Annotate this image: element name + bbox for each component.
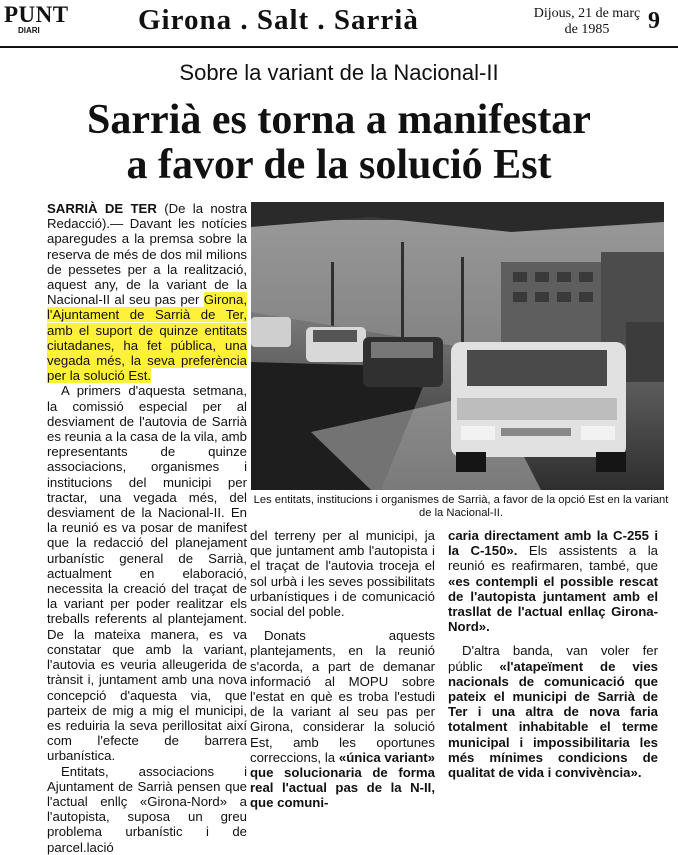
logo-main: PUNT [4, 2, 69, 27]
masthead-rule [0, 46, 678, 48]
headline-line-1: Sarrià es torna a manifestar [87, 97, 591, 143]
article-column-1 [47, 201, 247, 855]
dateline: SARRIÀ DE TER [47, 201, 157, 216]
paragraph [250, 628, 435, 810]
paragraph-text: Donats aquests plantejaments, en la reunió s'acorda, a part de demanar informació al MOPU sobre l'estat en què es troba l'estudi de la variant al seu pas per Girona, considerar la solució Est, amb les oportunes correccions, la [250, 628, 435, 765]
date-line-2: de 1985 [564, 22, 610, 37]
paragraph: del terreny per al municipi, ja que juntament amb l'autopista i el traçat de l'autovia troceja el sol urbà i les seves possibilitats urbanístiques i de comunicació social del poble. [250, 528, 435, 620]
paragraph-text: D'altra banda, van voler fer públic [448, 643, 658, 674]
issue-date [531, 6, 643, 38]
bold-quote: «es contempli el possible rescat de l'autopista juntament amb el trasllat de l'actual enllaç Girona-Nord». [448, 573, 658, 635]
article-column-2 [250, 528, 435, 811]
bold-quote: «única variant» que solucionaria de forma real l'actual pas de la N-II, que comuni- [250, 749, 435, 811]
photo-caption: Les entitats, institucions i organismes de Sarrià, a favor de la opció Est en la variant de la Nacional-II. [253, 494, 669, 519]
paragraph [448, 643, 658, 780]
paragraph [448, 528, 658, 634]
news-photo [251, 202, 664, 490]
newspaper-logo [4, 4, 72, 35]
kicker: Sobre la variant de la Nacional-II [179, 60, 499, 85]
article-column-3 [448, 528, 658, 780]
headline-line-2: a favor de la solució Est [126, 142, 552, 188]
paragraph: A primers d'aquesta setmana, la comissió especial per al desviament de l'autovia de Sarrià es reunia a la casa de la vila, amb representants de quinze associacions, organismes i institucions del municipi per tractar, una vegada més, del desviament de la Nacional-II. En la reunió es va posar de manifest que la redacció del planejament urbanístic general de Sarrià, actualment en elaboració, necessita la creació del traçat de la variant per poder realitzar els treballs referents al plantejament. De la mateixa manera, es va constatar que amb la variant, l'autovia es veuria alleugerida de trànsit i, juntament amb una nova concepció d'aquesta via, que parteix de mig a mig el municipi, es reduiria la seva perillositat així com l'efecte de barrera urbanística. [47, 383, 247, 764]
lead-paragraph [47, 201, 247, 383]
headline [0, 98, 678, 188]
masthead [0, 0, 678, 42]
bold-quote: «l'atapeïment de vies nacionals de comunicació que pateix el municipi de Sarrià de Ter i una altra de nova faria totalment inhabitable el terme municipal i impossibilitaria les més mínimes condicions de qualitat de vida i convivència». [448, 658, 659, 781]
section-title: Girona . Salt . Sarrià [138, 4, 419, 36]
page-number: 9 [648, 8, 660, 34]
paragraph: Entitats, associacions i Ajuntament de Sarrià pensen que l'actual enllç «Girona-Nord» a l'autopista, suposa un greu problema urbanístic i de parcel.lació [47, 763, 247, 855]
paragraph-text: Els assistents a la reunió es reafirmaren, també, que [448, 543, 658, 574]
logo-sub: DIARI [18, 26, 40, 35]
lead-text: (De la nostra Redacció).— Davant les notícies aparegudes a la premsa sobre la reserva de més de dos mil milions de pessetes per a la realització, aquest any, de la variant de la Nacional-II al seu pas per [47, 201, 247, 308]
photo-road-traffic [251, 202, 664, 490]
bold-quote: caria directament amb la C-255 i la C-150». [448, 528, 658, 559]
date-line-1: Dijous, 21 de març [533, 6, 641, 21]
highlighted-text: Girona, l'Ajuntament de Sarrià de Ter, amb el suport de quinze entitats ciutadanes, ha fet pública, una vegada més, la seva preferència per la solució Est. [47, 292, 247, 384]
